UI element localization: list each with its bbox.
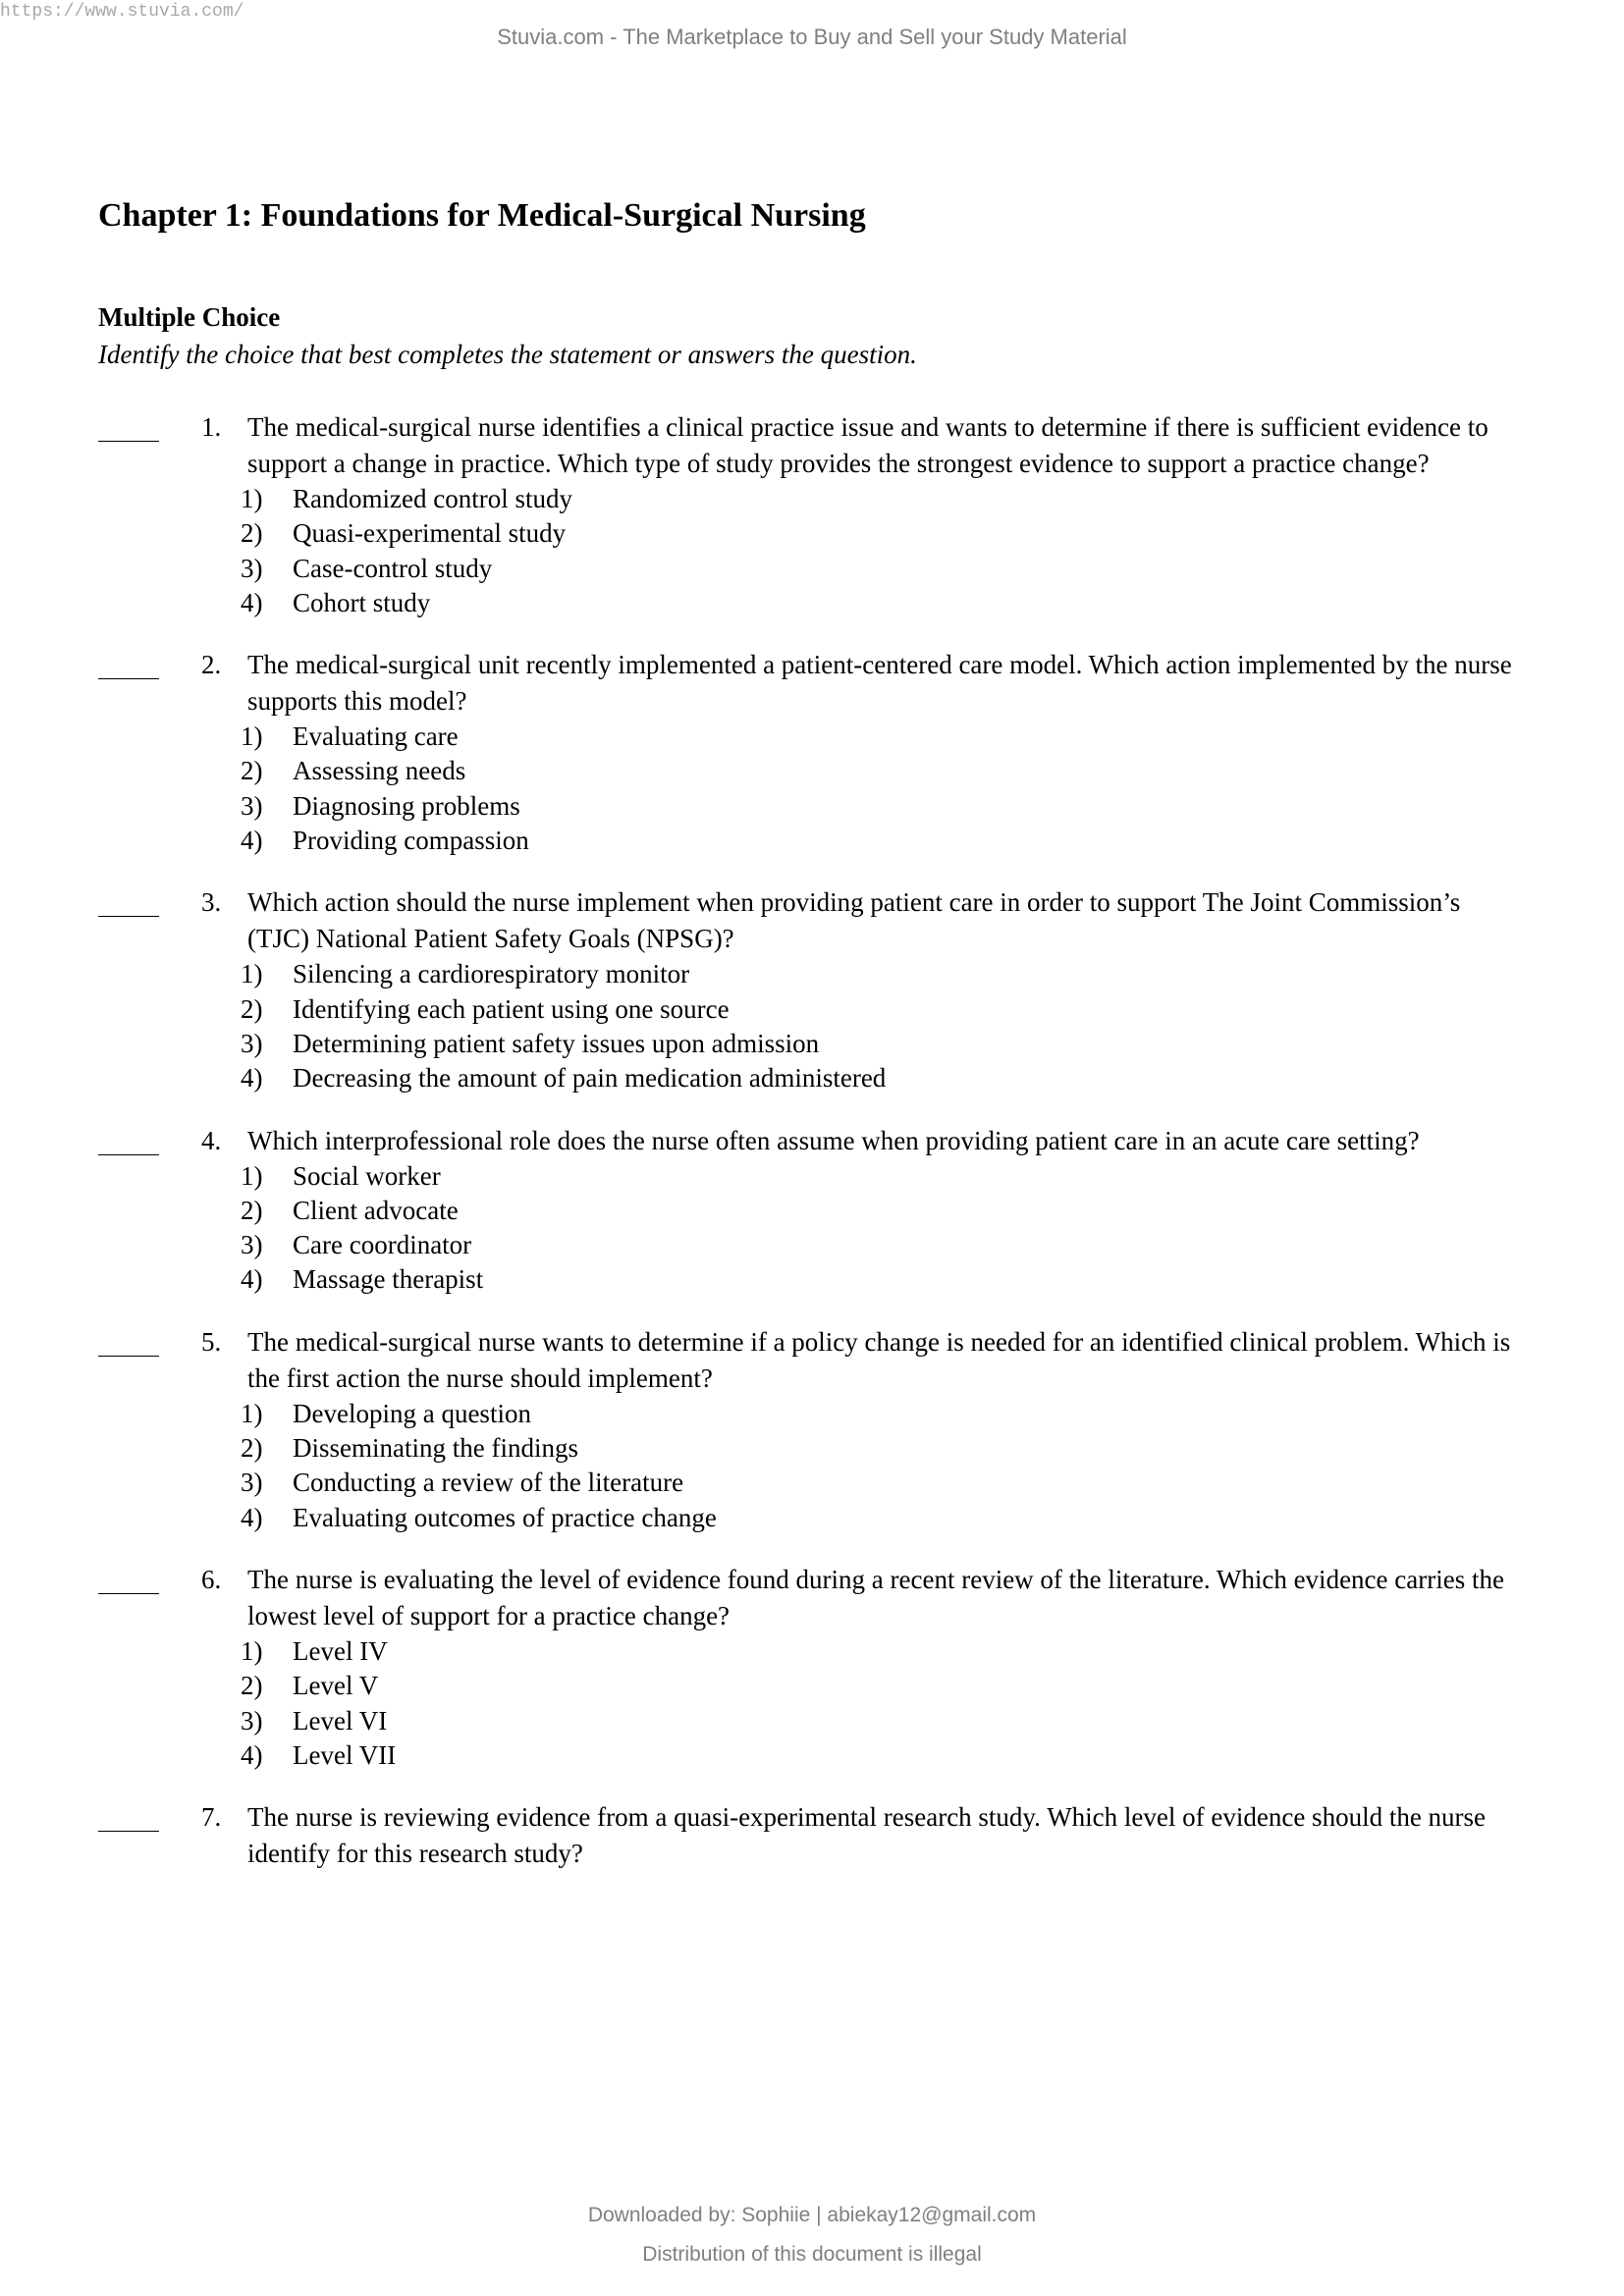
option-number: 3) (241, 790, 263, 821)
question-number: 1. (201, 412, 222, 442)
option-text: Care coordinator (293, 1230, 472, 1260)
option-number: 4) (241, 587, 263, 617)
question-4 (98, 1123, 1571, 1298)
option-number: 2) (241, 518, 263, 549)
answer-blank[interactable] (98, 409, 159, 446)
option-text: Developing a question (293, 1398, 531, 1428)
question-1 (98, 409, 1571, 620)
option-number: 4) (241, 1063, 263, 1094)
option-1 (241, 1634, 1571, 1669)
option-number: 1) (241, 1635, 263, 1666)
option-text: Massage therapist (293, 1264, 484, 1295)
question-number: 6. (201, 1564, 222, 1594)
question-stem: The nurse is reviewing evidence from a quasi-experimental research study. Which level of evidence should the nurse identify for this research study? (247, 1802, 1487, 1869)
question-5 (98, 1324, 1571, 1535)
option-number: 1) (241, 721, 263, 752)
option-text: Identifying each patient using one source (293, 993, 730, 1024)
option-text: Cohort study (293, 587, 431, 617)
question-list (98, 409, 1571, 1872)
option-number: 1) (241, 1398, 263, 1428)
option-4 (241, 1501, 1571, 1535)
answer-blank[interactable] (98, 647, 159, 683)
option-list (241, 1397, 1571, 1535)
option-number: 3) (241, 553, 263, 583)
option-text: Level VII (293, 1739, 397, 1770)
question-number: 5. (201, 1326, 222, 1357)
option-2 (241, 1194, 1571, 1228)
answer-blank[interactable] (98, 1324, 159, 1361)
answer-blank[interactable] (98, 1799, 159, 1836)
option-text: Evaluating care (293, 721, 459, 752)
option-text: Level IV (293, 1635, 388, 1666)
option-2 (241, 754, 1571, 788)
option-3 (241, 1027, 1571, 1061)
footer-downloaded-by: Downloaded by: Sophiie | abiekay12@gmail.com (587, 2204, 1037, 2226)
document-body (98, 196, 1571, 1898)
option-1 (241, 957, 1571, 991)
instructions: Identify the choice that best completes the statement or answers the question. (98, 340, 917, 369)
option-number: 2) (241, 993, 263, 1024)
option-4 (241, 824, 1571, 858)
option-3 (241, 1228, 1571, 1262)
question-stem: The medical-surgical nurse wants to determine if a policy change is needed for an identified clinical problem. Which is the first action the nurse should implement? (247, 1326, 1511, 1393)
option-text: Disseminating the findings (293, 1433, 578, 1464)
option-list (241, 720, 1571, 858)
option-text: Quasi-experimental study (293, 518, 567, 549)
option-4 (241, 1262, 1571, 1297)
option-text: Case-control study (293, 553, 493, 583)
question-stem: Which action should the nurse implement when providing patient care in order to support The Joint Commission’s (TJC) National Patient Safety Goals (NPSG)? (247, 887, 1461, 954)
site-header: Stuvia.com - The Marketplace to Buy and Sell your Study Material (497, 25, 1127, 49)
option-list (241, 1159, 1571, 1298)
option-text: Assessing needs (293, 756, 466, 786)
option-1 (241, 720, 1571, 754)
option-number: 2) (241, 1195, 263, 1225)
option-1 (241, 1397, 1571, 1431)
option-text: Randomized control study (293, 484, 572, 513)
answer-blank[interactable] (98, 884, 159, 921)
question-7 (98, 1799, 1571, 1872)
question-6 (98, 1562, 1571, 1773)
option-text: Conducting a review of the literature (293, 1468, 684, 1498)
question-stem: The medical-surgical nurse identifies a clinical practice issue and wants to determine if there is sufficient evidence to support a change in practice. Which type of study provides the strongest evidence to support a practice change? (247, 412, 1489, 478)
option-4 (241, 586, 1571, 620)
option-number: 3) (241, 1705, 263, 1735)
chapter-title: Chapter 1: Foundations for Medical-Surgical Nursing (98, 197, 866, 234)
section-title: Multiple Choice (98, 302, 281, 332)
option-3 (241, 1466, 1571, 1500)
option-number: 1) (241, 484, 263, 513)
option-list (241, 957, 1571, 1095)
question-3 (98, 884, 1571, 1095)
option-text: Level VI (293, 1705, 388, 1735)
option-text: Providing compassion (293, 826, 529, 856)
option-number: 1) (241, 1160, 263, 1191)
question-stem: Which interprofessional role does the nurse often assume when providing patient care in an acute care setting? (247, 1125, 1420, 1155)
question-number: 2. (201, 650, 222, 680)
option-1 (241, 482, 1571, 516)
question-number: 4. (201, 1125, 222, 1155)
option-number: 2) (241, 756, 263, 786)
option-number: 4) (241, 1502, 263, 1532)
option-number: 3) (241, 1230, 263, 1260)
option-text: Diagnosing problems (293, 790, 520, 821)
option-1 (241, 1159, 1571, 1194)
option-text: Social worker (293, 1160, 441, 1191)
option-text: Client advocate (293, 1195, 459, 1225)
option-number: 3) (241, 1028, 263, 1058)
footer-distribution-notice: Distribution of this document is illegal (642, 2243, 982, 2266)
option-text: Evaluating outcomes of practice change (293, 1502, 717, 1532)
question-2 (98, 647, 1571, 858)
option-list (241, 482, 1571, 620)
question-stem: The medical-surgical unit recently implemented a patient-centered care model. Which action implemented by the nurse supports this model? (247, 650, 1512, 717)
option-text: Silencing a cardiorespiratory monitor (293, 959, 690, 989)
option-2 (241, 992, 1571, 1027)
option-text: Level V (293, 1671, 379, 1701)
option-number: 4) (241, 826, 263, 856)
option-list (241, 1634, 1571, 1773)
option-3 (241, 789, 1571, 824)
option-4 (241, 1738, 1571, 1773)
option-number: 2) (241, 1433, 263, 1464)
option-number: 2) (241, 1671, 263, 1701)
option-text: Decreasing the amount of pain medication administered (293, 1063, 887, 1094)
option-text: Determining patient safety issues upon admission (293, 1028, 820, 1058)
option-4 (241, 1061, 1571, 1095)
option-2 (241, 1431, 1571, 1466)
option-3 (241, 552, 1571, 586)
option-3 (241, 1704, 1571, 1738)
option-2 (241, 1669, 1571, 1703)
question-number: 3. (201, 887, 222, 918)
option-number: 4) (241, 1264, 263, 1295)
option-2 (241, 516, 1571, 551)
question-number: 7. (201, 1802, 222, 1833)
answer-blank[interactable] (98, 1123, 159, 1159)
answer-blank[interactable] (98, 1562, 159, 1598)
option-number: 1) (241, 959, 263, 989)
url-stamp: https://www.stuvia.com/ (0, 2, 244, 22)
option-number: 3) (241, 1468, 263, 1498)
question-stem: The nurse is evaluating the level of evidence found during a recent review of the literature. Which evidence carries the lowest level of support for a practice change? (247, 1564, 1504, 1630)
option-number: 4) (241, 1739, 263, 1770)
